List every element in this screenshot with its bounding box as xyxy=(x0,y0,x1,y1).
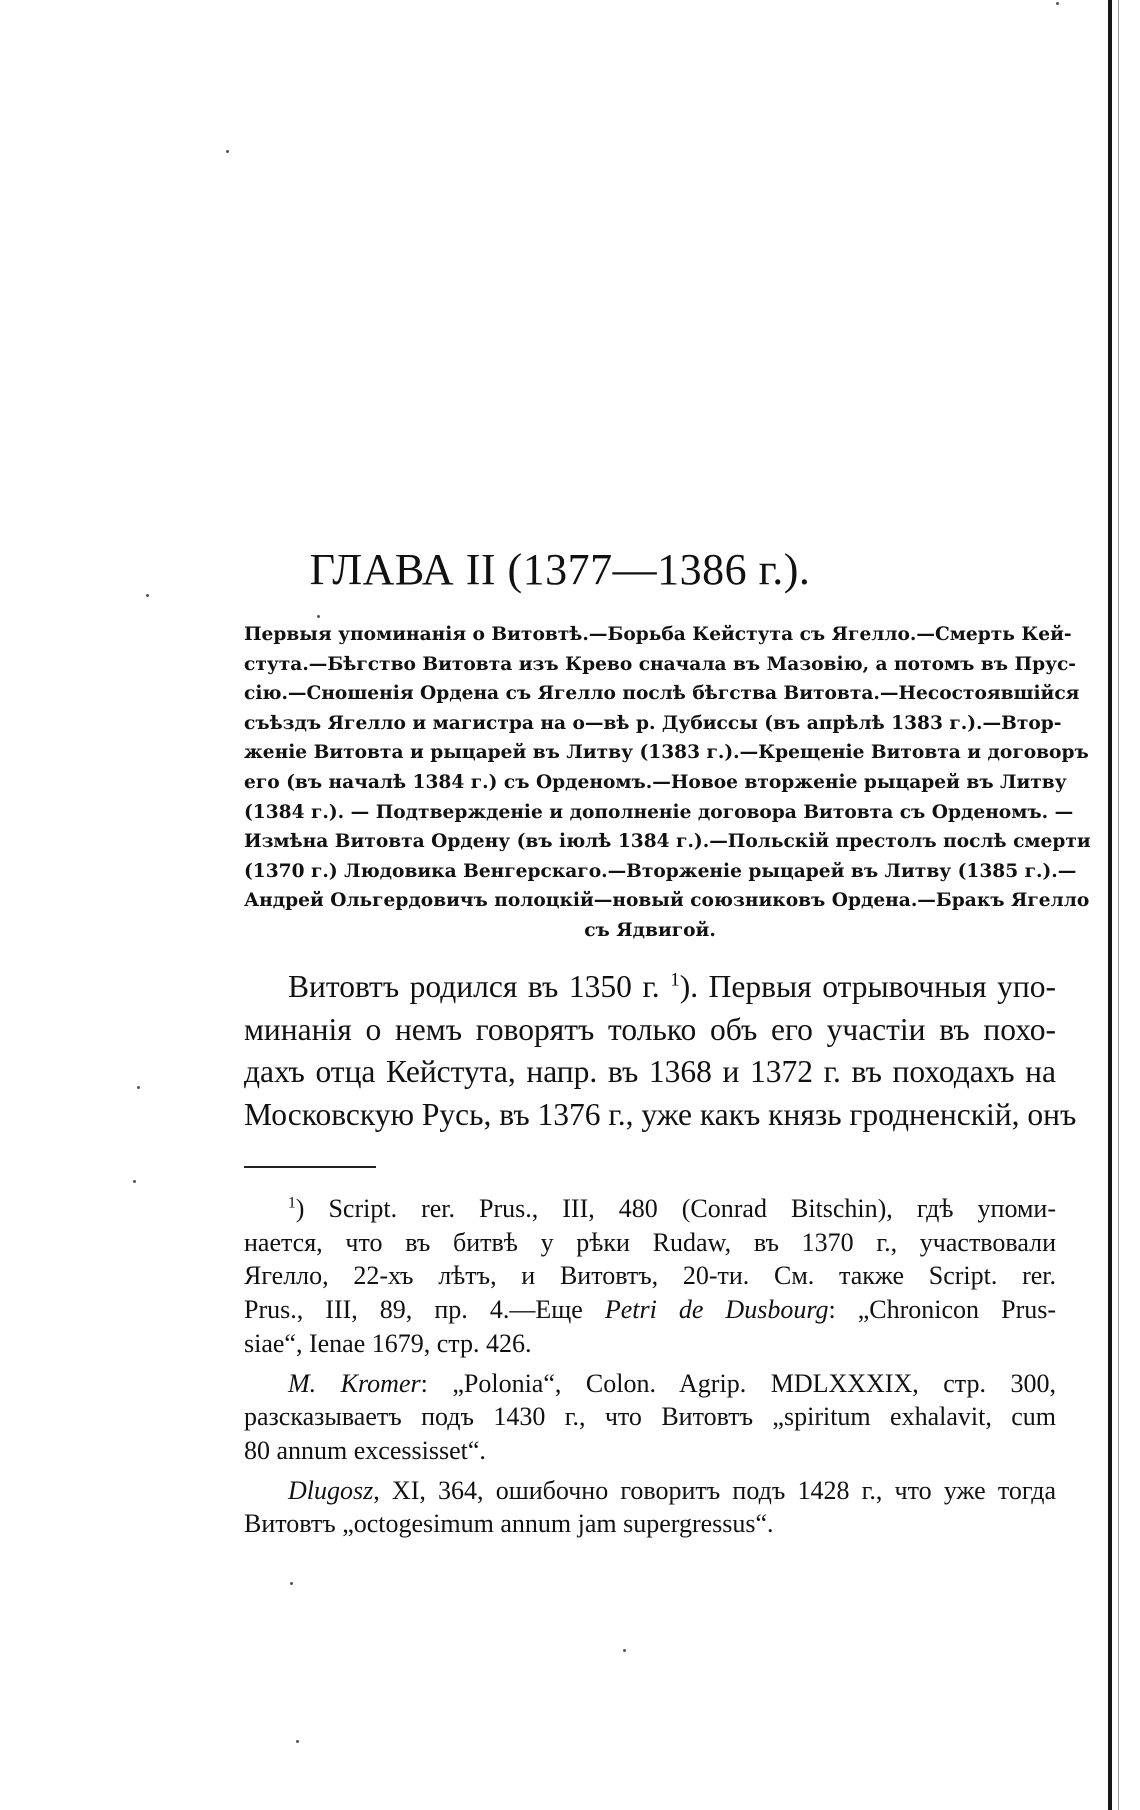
scan-speck xyxy=(1056,2,1059,5)
summary-line: (1384 г.). — Подтвержденіе и дополненіе договора Витовта съ Орденомъ. — xyxy=(244,801,1074,823)
summary-line: женіе Витовта и рыцарей въ Литву (1383 г.).—Крещеніе Витовта и договоръ xyxy=(244,742,1089,764)
footnote-fragment: Prus., III, 89, пр. 4.—Еще xyxy=(244,1295,583,1325)
chapter-title: ГЛАВА II (1377—1386 г.). xyxy=(309,545,811,594)
footnotes xyxy=(244,1192,1056,1547)
scan-speck xyxy=(290,1582,293,1585)
footnote-reference: 1 xyxy=(670,969,680,991)
summary-line: (1370 г.) Людовика Венгерскаго.—Вторженіе рыцарей въ Литву (1385 г.).— xyxy=(244,860,1077,882)
scan-edge-line xyxy=(1108,0,1112,1810)
footnote-fragment: ) Script. rer. Prus., III, 480 (Conrad Bitschin), гдѣ упоми- xyxy=(295,1194,1056,1223)
scan-speck xyxy=(296,1740,299,1743)
scan-speck xyxy=(226,150,229,153)
footnote-line xyxy=(244,1293,1056,1327)
scan-speck xyxy=(133,1180,136,1183)
chapter-summary xyxy=(244,620,1091,946)
summary-last-line: съ Ядвигой. xyxy=(584,919,716,941)
footnote-3 xyxy=(244,1474,1056,1541)
footnote-line: Ягелло, 22-хъ лѣтъ, и Витовтъ, 20-ти. См. также Script. rer. xyxy=(244,1261,1056,1291)
footnote-line xyxy=(244,1367,1056,1401)
footnote-line: разсказываетъ подъ 1430 г., что Витовтъ „spiritum exhalavit, cum xyxy=(244,1402,1056,1432)
footnote-line xyxy=(244,1474,1056,1508)
summary-line: сію.—Сношенія Ордена съ Ягелло послѣ бѣгства Витовта.—Несостоявшійся xyxy=(244,683,1080,705)
footnote-2 xyxy=(244,1367,1056,1468)
footnote-mark: 1 xyxy=(288,1194,296,1212)
main-text-fragment: ). Первыя отрывочныя упо- xyxy=(679,969,1056,1004)
footnote-1 xyxy=(244,1192,1056,1361)
footnote-author: Petri de Dusbourg xyxy=(604,1295,829,1325)
scan-edge-line-thin xyxy=(1118,0,1119,1810)
footnote-separator xyxy=(244,1166,376,1168)
summary-line: Измѣна Витовта Ордену (въ іюлѣ 1384 г.).—Польскій престолъ послѣ смерти xyxy=(244,831,1091,853)
main-text-line: минанія о немъ говорятъ только объ его участіи въ похо- xyxy=(244,1011,1056,1047)
main-text-line: Московскую Русь, въ 1376 г., уже какъ князь гродненскій, онъ xyxy=(244,1096,1077,1132)
footnote-fragment: , XI, 364, ошибочно говоритъ подъ 1428 г., что уже тогда xyxy=(373,1475,1056,1505)
footnote-line: нается, что въ битвѣ у рѣки Rudaw, въ 1370 г., участвовали xyxy=(244,1227,1056,1257)
main-text-line: дахъ отца Кейстута, напр. въ 1368 и 1372 г. въ походахъ на xyxy=(244,1054,1056,1089)
scan-speck xyxy=(137,1086,140,1089)
footnote-author: Dlugosz xyxy=(288,1475,374,1505)
scan-speck xyxy=(317,615,320,618)
footnote-fragment: : „Chronicon Prus- xyxy=(828,1295,1056,1325)
summary-line: его (въ началѣ 1384 г.) съ Орденомъ.—Новое вторженіе рыцарей въ Литву xyxy=(244,771,1067,793)
footnote-line: siae“, Ienae 1679, стр. 426. xyxy=(244,1328,532,1358)
main-text xyxy=(244,966,1077,1136)
main-text-line xyxy=(244,966,1056,1009)
footnote-line: Витовтъ „octogesimum annum jam supergressus“. xyxy=(244,1509,774,1539)
footnote-author: M. Kromer xyxy=(288,1368,421,1398)
summary-line: стута.—Бѣгство Витовта изъ Крево сначала въ Мазовію, а потомъ въ Прус- xyxy=(244,653,1077,675)
summary-line: съѣздъ Ягелло и магистра на о—вѣ р. Дубиссы (въ апрѣлѣ 1383 г.).—Втор- xyxy=(244,712,1062,734)
summary-line: Первыя упоминанія о Витовтѣ.—Борьба Кейстута съ Ягелло.—Смерть Кей- xyxy=(244,624,1072,645)
summary-line: Андрей Ольгердовичъ полоцкій—новый союзниковъ Ордена.—Бракъ Ягелло xyxy=(244,890,1090,912)
footnote-fragment: : „Polonia“, Colon. Agrip. MDLXXXIX, стр. 300, xyxy=(420,1368,1056,1398)
footnote-line xyxy=(244,1192,1056,1226)
main-text-fragment: Витовтъ родился въ 1350 г. xyxy=(288,969,660,1004)
scan-speck xyxy=(623,1649,626,1652)
footnote-line: 80 annum excessisset“. xyxy=(244,1435,486,1465)
scan-speck xyxy=(146,594,149,597)
